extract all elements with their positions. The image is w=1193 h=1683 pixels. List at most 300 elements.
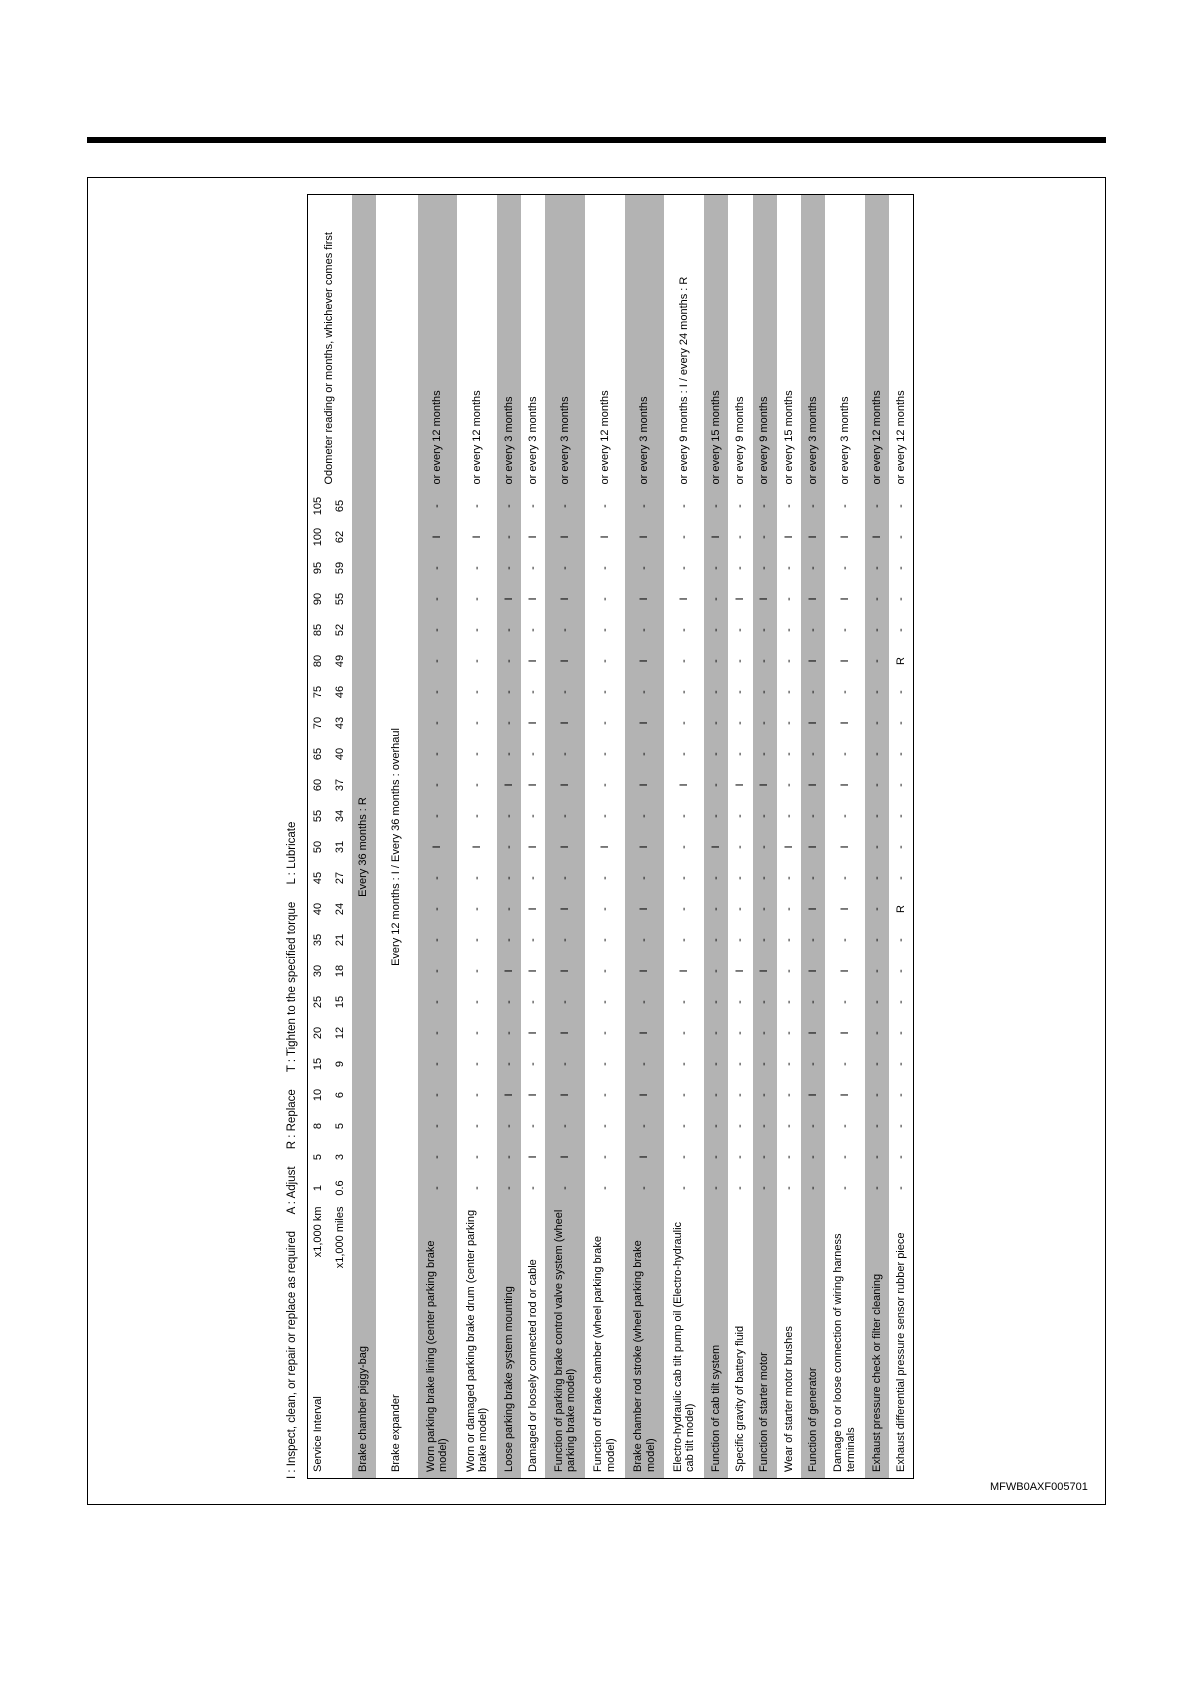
interval-cell: I: [838, 845, 851, 849]
km-interval: 65: [308, 739, 330, 770]
header-row-km: [308, 195, 330, 1479]
interval-cell: -: [545, 863, 585, 894]
interval-cell: -: [838, 938, 851, 942]
table-row: [625, 195, 665, 1479]
service-interval-label: Service Interval: [312, 1396, 325, 1472]
interval-cell: -: [704, 739, 728, 770]
interval-cell: -: [625, 1111, 665, 1142]
interval-cell: -: [753, 1173, 777, 1204]
interval-cell: -: [753, 1111, 777, 1142]
interval-cell: -: [418, 1173, 458, 1204]
interval-cell: -: [753, 708, 777, 739]
interval-cell: I: [677, 597, 690, 601]
interval-cell: -: [734, 628, 747, 632]
interval-cell: -: [677, 721, 690, 725]
interval-cell: -: [598, 1093, 611, 1097]
km-interval: 100: [308, 522, 330, 553]
interval-cell: -: [625, 863, 665, 894]
km-interval: 60: [308, 770, 330, 801]
interval-cell: -: [677, 752, 690, 756]
interval-cell: -: [865, 615, 889, 646]
interval-cell: -: [894, 628, 907, 632]
row-item: Brake chamber rod stroke (wheel parking brake model): [625, 1204, 665, 1479]
interval-cell: -: [677, 1093, 690, 1097]
interval-cell: I: [801, 646, 825, 677]
table-row: [777, 195, 801, 1479]
interval-cell: -: [418, 1111, 458, 1142]
legend-replace: R : Replace: [286, 1089, 298, 1150]
miles-interval: 15: [330, 987, 352, 1018]
interval-cell: -: [865, 584, 889, 615]
interval-cell: -: [782, 1093, 795, 1097]
interval-cell: -: [418, 1018, 458, 1049]
miles-interval: 52: [330, 615, 352, 646]
interval-cell: I: [625, 1018, 665, 1049]
interval-cell: -: [865, 677, 889, 708]
km-interval: 40: [308, 894, 330, 925]
interval-cell: -: [753, 677, 777, 708]
interval-cell: -: [470, 938, 483, 942]
interval-cell: I: [838, 1031, 851, 1035]
table-row: [801, 195, 825, 1479]
km-interval: 90: [308, 584, 330, 615]
interval-cell: -: [894, 752, 907, 756]
table-row: [825, 195, 865, 1479]
row-note: or every 12 months: [418, 195, 458, 491]
legend: [277, 195, 307, 1479]
interval-cell: -: [598, 1186, 611, 1190]
interval-cell: -: [545, 615, 585, 646]
km-interval: 75: [308, 677, 330, 708]
interval-cell: -: [598, 597, 611, 601]
table-row: [457, 195, 497, 1479]
interval-cell: -: [838, 504, 851, 508]
row-note: or every 12 months: [894, 390, 907, 485]
interval-cell: -: [782, 938, 795, 942]
interval-cell: -: [625, 491, 665, 522]
interval-cell: -: [418, 584, 458, 615]
interval-cell: -: [782, 504, 795, 508]
interval-cell: -: [497, 925, 521, 956]
table-row: [704, 195, 728, 1479]
miles-interval: 43: [330, 708, 352, 739]
interval-cell: -: [625, 553, 665, 584]
interval-cell: I: [625, 1142, 665, 1173]
interval-cell: -: [418, 491, 458, 522]
interval-cell: -: [782, 814, 795, 818]
interval-cell: -: [753, 832, 777, 863]
interval-cell: I: [801, 1080, 825, 1111]
interval-cell: I: [782, 535, 795, 539]
interval-cell: -: [865, 770, 889, 801]
row-item: Function of brake chamber (wheel parking brake model): [592, 1235, 617, 1472]
interval-cell: I: [545, 646, 585, 677]
km-interval: 15: [308, 1049, 330, 1080]
table-row: [889, 195, 913, 1479]
interval-cell: -: [734, 1155, 747, 1159]
legend-lubricate: L : Lubricate: [286, 821, 298, 885]
interval-cell: I: [545, 1142, 585, 1173]
row-note: [376, 195, 418, 491]
interval-cell: I: [527, 783, 539, 787]
interval-cell: -: [470, 1031, 483, 1035]
interval-cell: -: [497, 987, 521, 1018]
row-note: or every 3 months: [527, 396, 539, 485]
miles-interval: 18: [330, 956, 352, 987]
interval-cell: -: [753, 491, 777, 522]
top-rule: [87, 137, 1106, 143]
interval-cell: -: [677, 628, 690, 632]
interval-cell: -: [734, 535, 747, 539]
interval-cell: I: [753, 770, 777, 801]
interval-cell: -: [625, 1173, 665, 1204]
interval-cell: -: [598, 690, 611, 694]
interval-cell: I: [838, 597, 851, 601]
interval-cell: -: [470, 721, 483, 725]
row-note: or every 3 months: [625, 195, 665, 491]
interval-cell: I: [801, 1018, 825, 1049]
interval-cell: -: [865, 708, 889, 739]
interval-cell: -: [753, 1049, 777, 1080]
interval-cell: -: [734, 690, 747, 694]
interval-cell: -: [782, 876, 795, 880]
interval-cell: -: [677, 1155, 690, 1159]
interval-cell: -: [782, 690, 795, 694]
interval-cell: I: [838, 907, 851, 911]
interval-cell: -: [598, 659, 611, 663]
interval-cell: -: [418, 925, 458, 956]
interval-cell: -: [865, 1173, 889, 1204]
interval-cell: -: [677, 814, 690, 818]
interval-cell: -: [497, 615, 521, 646]
row-note: or every 3 months: [838, 396, 851, 485]
interval-cell: -: [894, 969, 907, 973]
interval-cell: -: [865, 553, 889, 584]
interval-cell: -: [625, 615, 665, 646]
interval-cell: I: [527, 1031, 539, 1035]
interval-cell: -: [497, 894, 521, 925]
row-note: or every 3 months: [801, 195, 825, 491]
interval-cell: -: [527, 938, 539, 942]
interval-cell: -: [734, 1062, 747, 1066]
row-note: or every 12 months: [598, 390, 611, 485]
interval-cell: -: [527, 504, 539, 508]
span-schedule: Every 12 months : I / Every 36 months : overhaul: [390, 728, 403, 966]
interval-cell: I: [734, 597, 747, 601]
interval-cell: -: [545, 1173, 585, 1204]
interval-cell: -: [470, 1062, 483, 1066]
miles-interval: 65: [330, 491, 352, 522]
interval-cell: I: [801, 956, 825, 987]
interval-cell: -: [894, 1062, 907, 1066]
interval-cell: -: [545, 987, 585, 1018]
interval-cell: I: [704, 522, 728, 553]
interval-cell: I: [677, 783, 690, 787]
interval-cell: -: [734, 1093, 747, 1097]
interval-cell: -: [625, 925, 665, 956]
interval-cell: I: [753, 956, 777, 987]
interval-cell: -: [782, 969, 795, 973]
interval-cell: -: [470, 690, 483, 694]
interval-cell: I: [527, 969, 539, 973]
interval-cell: I: [527, 907, 539, 911]
interval-cell: I: [625, 708, 665, 739]
km-interval: 20: [308, 1018, 330, 1049]
miles-interval: 49: [330, 646, 352, 677]
interval-cell: -: [753, 1142, 777, 1173]
interval-cell: -: [598, 566, 611, 570]
interval-cell: -: [677, 535, 690, 539]
interval-cell: -: [598, 907, 611, 911]
interval-cell: -: [801, 801, 825, 832]
interval-cell: -: [801, 491, 825, 522]
legend-adjust: A : Adjust: [286, 1166, 298, 1215]
interval-cell: -: [753, 646, 777, 677]
interval-cell: -: [865, 1049, 889, 1080]
interval-cell: -: [418, 553, 458, 584]
km-interval: 25: [308, 987, 330, 1018]
interval-cell: -: [497, 677, 521, 708]
interval-cell: -: [734, 566, 747, 570]
interval-cell: -: [734, 504, 747, 508]
interval-cell: -: [894, 938, 907, 942]
interval-cell: -: [418, 1080, 458, 1111]
miles-interval: 31: [330, 832, 352, 863]
interval-cell: -: [865, 646, 889, 677]
interval-cell: -: [598, 628, 611, 632]
row-note: or every 15 months: [704, 195, 728, 491]
interval-cell: -: [734, 1031, 747, 1035]
interval-cell: -: [418, 1142, 458, 1173]
interval-cell: -: [470, 1000, 483, 1004]
interval-cell: R: [894, 657, 907, 665]
interval-cell: -: [527, 1062, 539, 1066]
interval-cell: I: [801, 770, 825, 801]
interval-cell: -: [470, 969, 483, 973]
interval-cell: I: [545, 956, 585, 987]
interval-cell: -: [497, 1111, 521, 1142]
interval-cell: -: [677, 504, 690, 508]
interval-cell: -: [894, 814, 907, 818]
interval-cell: -: [734, 1124, 747, 1128]
interval-cell: -: [598, 752, 611, 756]
km-interval: 80: [308, 646, 330, 677]
interval-cell: -: [545, 677, 585, 708]
row-item: Damaged or loosely connected rod or cable: [527, 1259, 539, 1472]
interval-cell: -: [598, 876, 611, 880]
interval-cell: -: [625, 677, 665, 708]
interval-cell: I: [527, 535, 539, 539]
interval-cell: -: [894, 690, 907, 694]
table-row: [585, 195, 625, 1479]
interval-cell: -: [545, 553, 585, 584]
interval-cell: -: [677, 1186, 690, 1190]
interval-cell: -: [418, 863, 458, 894]
interval-cell: -: [545, 801, 585, 832]
interval-cell: -: [497, 1142, 521, 1173]
interval-cell: -: [782, 1000, 795, 1004]
miles-interval: 9: [330, 1049, 352, 1080]
interval-cell: I: [598, 535, 611, 539]
miles-interval: 6: [330, 1080, 352, 1111]
interval-cell: -: [801, 925, 825, 956]
interval-cell: -: [704, 1111, 728, 1142]
interval-cell: -: [894, 783, 907, 787]
interval-cell: I: [497, 584, 521, 615]
interval-cell: I: [753, 584, 777, 615]
interval-cell: -: [497, 1018, 521, 1049]
km-interval: 8: [308, 1111, 330, 1142]
interval-cell: I: [801, 894, 825, 925]
interval-cell: I: [625, 832, 665, 863]
interval-cell: -: [598, 1000, 611, 1004]
interval-cell: -: [418, 894, 458, 925]
interval-cell: -: [527, 1000, 539, 1004]
interval-cell: -: [418, 956, 458, 987]
table-row: [664, 195, 704, 1479]
interval-cell: -: [865, 956, 889, 987]
miles-interval: 3: [330, 1142, 352, 1173]
interval-cell: I: [545, 708, 585, 739]
row-item: Brake expander: [390, 1394, 403, 1472]
table-row: [545, 195, 585, 1479]
interval-cell: -: [782, 1124, 795, 1128]
interval-cell: I: [704, 832, 728, 863]
interval-cell: -: [545, 1111, 585, 1142]
interval-cell: -: [801, 1111, 825, 1142]
interval-cell: -: [497, 739, 521, 770]
interval-cell: -: [418, 987, 458, 1018]
miles-interval: 62: [330, 522, 352, 553]
interval-cell: -: [782, 721, 795, 725]
interval-cell: -: [734, 1000, 747, 1004]
interval-cell: -: [625, 739, 665, 770]
interval-cell: I: [865, 522, 889, 553]
interval-cell: -: [470, 628, 483, 632]
interval-cell: -: [894, 1186, 907, 1190]
interval-cell: I: [545, 522, 585, 553]
schedule-table: [307, 194, 914, 1479]
interval-cell: -: [753, 522, 777, 553]
interval-cell: I: [497, 1080, 521, 1111]
interval-cell: -: [894, 845, 907, 849]
interval-cell: -: [677, 1124, 690, 1128]
interval-cell: I: [545, 1018, 585, 1049]
interval-cell: -: [801, 987, 825, 1018]
interval-cell: -: [497, 1049, 521, 1080]
interval-cell: -: [894, 535, 907, 539]
interval-cell: -: [527, 752, 539, 756]
row-note: or every 9 months : I / every 24 months : R: [677, 276, 690, 485]
row-item: Exhaust differential pressure sensor rubber piece: [894, 1232, 907, 1472]
interval-cell: -: [753, 863, 777, 894]
row-note: or every 9 months: [753, 195, 777, 491]
km-unit-label: x1,000 km: [312, 1206, 325, 1258]
interval-cell: -: [865, 863, 889, 894]
interval-cell: -: [753, 987, 777, 1018]
interval-cell: -: [782, 1031, 795, 1035]
interval-cell: -: [704, 584, 728, 615]
interval-cell: -: [625, 987, 665, 1018]
interval-cell: -: [753, 1018, 777, 1049]
row-note: or every 9 months: [734, 396, 747, 485]
miles-interval: 27: [330, 863, 352, 894]
interval-cell: -: [838, 1062, 851, 1066]
interval-cell: -: [598, 1155, 611, 1159]
row-item: Loose parking brake system mounting: [497, 1204, 521, 1479]
interval-cell: -: [782, 752, 795, 756]
interval-cell: I: [527, 659, 539, 663]
interval-cell: -: [838, 628, 851, 632]
interval-cell: -: [734, 1186, 747, 1190]
interval-cell: -: [677, 1062, 690, 1066]
interval-cell: -: [734, 907, 747, 911]
interval-cell: -: [704, 956, 728, 987]
row-note: or every 3 months: [545, 195, 585, 491]
interval-cell: -: [865, 925, 889, 956]
interval-cell: -: [470, 504, 483, 508]
interval-cell: I: [625, 522, 665, 553]
row-item: Function of starter motor: [753, 1204, 777, 1479]
interval-cell: -: [470, 814, 483, 818]
interval-cell: I: [838, 969, 851, 973]
km-interval: 85: [308, 615, 330, 646]
interval-cell: I: [545, 894, 585, 925]
interval-cell: -: [782, 1062, 795, 1066]
interval-cell: -: [418, 708, 458, 739]
table-row: [753, 195, 777, 1479]
note-header: Odometer reading or months, whichever comes first: [308, 195, 352, 491]
span-schedule: Every 36 months : R: [352, 491, 376, 1204]
interval-cell: -: [865, 832, 889, 863]
interval-cell: -: [734, 876, 747, 880]
interval-cell: -: [418, 801, 458, 832]
interval-cell: -: [527, 566, 539, 570]
miles-interval: 5: [330, 1111, 352, 1142]
row-item: Exhaust pressure check or filter cleaning: [865, 1204, 889, 1479]
interval-cell: I: [527, 1155, 539, 1159]
interval-cell: I: [418, 832, 458, 863]
interval-cell: -: [598, 969, 611, 973]
interval-cell: -: [704, 1018, 728, 1049]
interval-cell: -: [497, 1173, 521, 1204]
interval-cell: I: [838, 535, 851, 539]
interval-cell: I: [625, 584, 665, 615]
interval-cell: -: [865, 801, 889, 832]
interval-cell: -: [470, 876, 483, 880]
interval-cell: -: [734, 752, 747, 756]
interval-cell: -: [497, 522, 521, 553]
interval-cell: I: [801, 832, 825, 863]
miles-interval: 34: [330, 801, 352, 832]
interval-cell: -: [894, 1000, 907, 1004]
interval-cell: -: [704, 1173, 728, 1204]
interval-cell: -: [677, 938, 690, 942]
miles-interval: 46: [330, 677, 352, 708]
interval-cell: -: [704, 708, 728, 739]
row-note: or every 3 months: [497, 195, 521, 491]
interval-cell: -: [545, 1049, 585, 1080]
interval-cell: -: [704, 770, 728, 801]
miles-interval: 37: [330, 770, 352, 801]
interval-cell: -: [598, 783, 611, 787]
miles-interval: 21: [330, 925, 352, 956]
row-note: or every 15 months: [782, 390, 795, 485]
interval-cell: -: [734, 659, 747, 663]
interval-cell: I: [527, 845, 539, 849]
interval-cell: -: [527, 628, 539, 632]
interval-cell: -: [865, 1018, 889, 1049]
